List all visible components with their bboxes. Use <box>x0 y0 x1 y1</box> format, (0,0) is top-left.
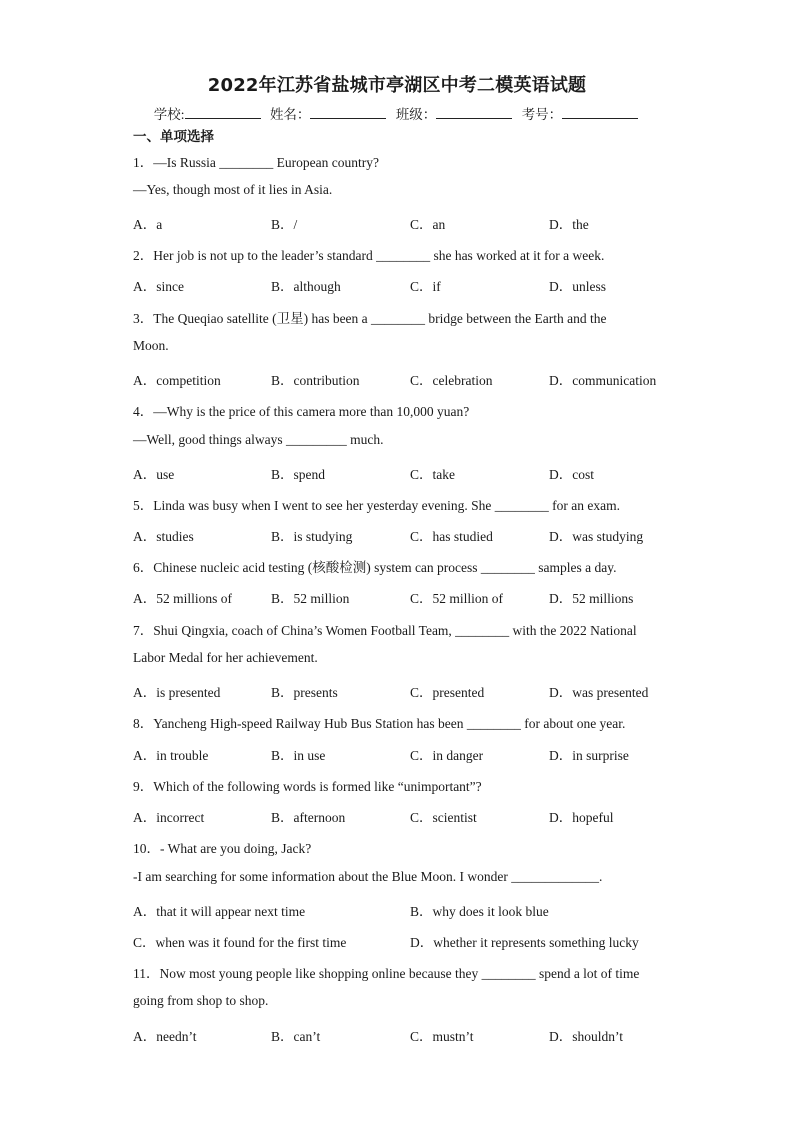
exam-no-label: 考号： <box>521 107 563 122</box>
question-1-reply: —Yes, though most of it lies in Asia. <box>133 182 333 197</box>
q5-option-b: B．is studying <box>271 529 353 544</box>
q9-option-b: B．afternoon <box>271 810 346 825</box>
question-5-stem: 5．Linda was busy when I went to see her yesterday evening. She ________ for an exam. <box>133 498 620 513</box>
q3-option-d: D．communication <box>549 373 657 388</box>
q10-option-c: C．when was it found for the first time <box>133 935 347 950</box>
q4-option-a: A．use <box>133 467 175 482</box>
q3-option-b: B．contribution <box>271 373 360 388</box>
q11-option-d: D．shouldn’t <box>549 1029 624 1044</box>
q7-option-d: D．was presented <box>549 685 649 700</box>
class-label: 班级： <box>395 107 437 122</box>
school-label: 学校: <box>153 107 185 122</box>
question-2-stem: 2．Her job is not up to the leader’s standard ________ she has worked at it for a week. <box>133 248 605 263</box>
class-blank <box>436 106 512 119</box>
q2-option-d: D．unless <box>549 279 606 294</box>
q4-option-c: C．take <box>410 467 455 482</box>
q1-option-c: C．an <box>410 217 446 232</box>
question-4-stem: 4．—Why is the price of this camera more than 10,000 yuan? <box>133 404 470 419</box>
q10-option-d: D．whether it represents something lucky <box>410 935 639 950</box>
q2-option-a: A．since <box>133 279 184 294</box>
exam-no-blank <box>562 106 638 119</box>
q7-option-c: C．presented <box>410 685 485 700</box>
q8-option-a: A．in trouble <box>133 748 209 763</box>
q3-option-a: A．competition <box>133 373 221 388</box>
q8-option-d: D．in surprise <box>549 748 629 763</box>
question-1-stem: 1．—Is Russia ________ European country? <box>133 155 379 170</box>
q1-option-a: A．a <box>133 217 163 232</box>
question-11-stem: 11．Now most young people like shopping online because they ________ spend a lot of time <box>133 966 640 981</box>
question-3-stem-cont: Moon. <box>133 338 169 353</box>
page-title: 2022年江苏省盐城市亭湖区中考二模英语试题 <box>207 75 587 96</box>
question-11-stem-cont: going from shop to shop. <box>133 993 269 1008</box>
question-6-stem: 6．Chinese nucleic acid testing (核酸检测) system can process ________ samples a day. <box>133 560 617 575</box>
school-blank <box>185 106 261 119</box>
name-label: 姓名： <box>269 107 311 122</box>
q7-option-a: A．is presented <box>133 685 221 700</box>
question-4-reply: —Well, good things always _________ much. <box>133 432 384 447</box>
q5-option-d: D．was studying <box>549 529 644 544</box>
q11-option-b: B．can’t <box>271 1029 321 1044</box>
student-info-row <box>0 103 794 123</box>
question-7-stem: 7．Shui Qingxia, coach of China’s Women Football Team, ________ with the 2022 National <box>133 623 637 638</box>
q10-option-a: A．that it will appear next time <box>133 904 306 919</box>
q6-option-d: D．52 millions <box>549 591 634 606</box>
q8-option-c: C．in danger <box>410 748 484 763</box>
q3-option-c: C．celebration <box>410 373 493 388</box>
question-10-stem: 10．- What are you doing, Jack? <box>133 841 312 856</box>
question-10-reply: -I am searching for some information about the Blue Moon. I wonder _____________. <box>133 869 603 884</box>
q9-option-a: A．incorrect <box>133 810 205 825</box>
question-9-stem: 9．Which of the following words is formed like “unimportant”? <box>133 779 482 794</box>
q9-option-d: D．hopeful <box>549 810 614 825</box>
question-3-stem: 3．The Queqiao satellite (卫星) has been a ________ bridge between the Earth and the <box>133 311 607 326</box>
question-7-stem-cont: Labor Medal for her achievement. <box>133 650 318 665</box>
name-blank <box>310 106 386 119</box>
q5-option-c: C．has studied <box>410 529 493 544</box>
q11-option-a: A．needn’t <box>133 1029 197 1044</box>
q5-option-a: A．studies <box>133 529 194 544</box>
q2-option-b: B．although <box>271 279 341 294</box>
q4-option-b: B．spend <box>271 467 325 482</box>
q7-option-b: B．presents <box>271 685 338 700</box>
q4-option-d: D．cost <box>549 467 594 482</box>
q2-option-c: C．if <box>410 279 441 294</box>
q8-option-b: B．in use <box>271 748 326 763</box>
section-title: 一、单项选择 <box>133 129 214 145</box>
question-8-stem: 8．Yancheng High-speed Railway Hub Bus Station has been ________ for about one year. <box>133 716 626 731</box>
q9-option-c: C．scientist <box>410 810 477 825</box>
q6-option-b: B．52 million <box>271 591 350 606</box>
q10-option-b: B．why does it look blue <box>410 904 549 919</box>
q1-option-b: B．/ <box>271 217 298 232</box>
q6-option-a: A．52 millions of <box>133 591 233 606</box>
q1-option-d: D．the <box>549 217 589 232</box>
q6-option-c: C．52 million of <box>410 591 504 606</box>
q11-option-c: C．mustn’t <box>410 1029 474 1044</box>
